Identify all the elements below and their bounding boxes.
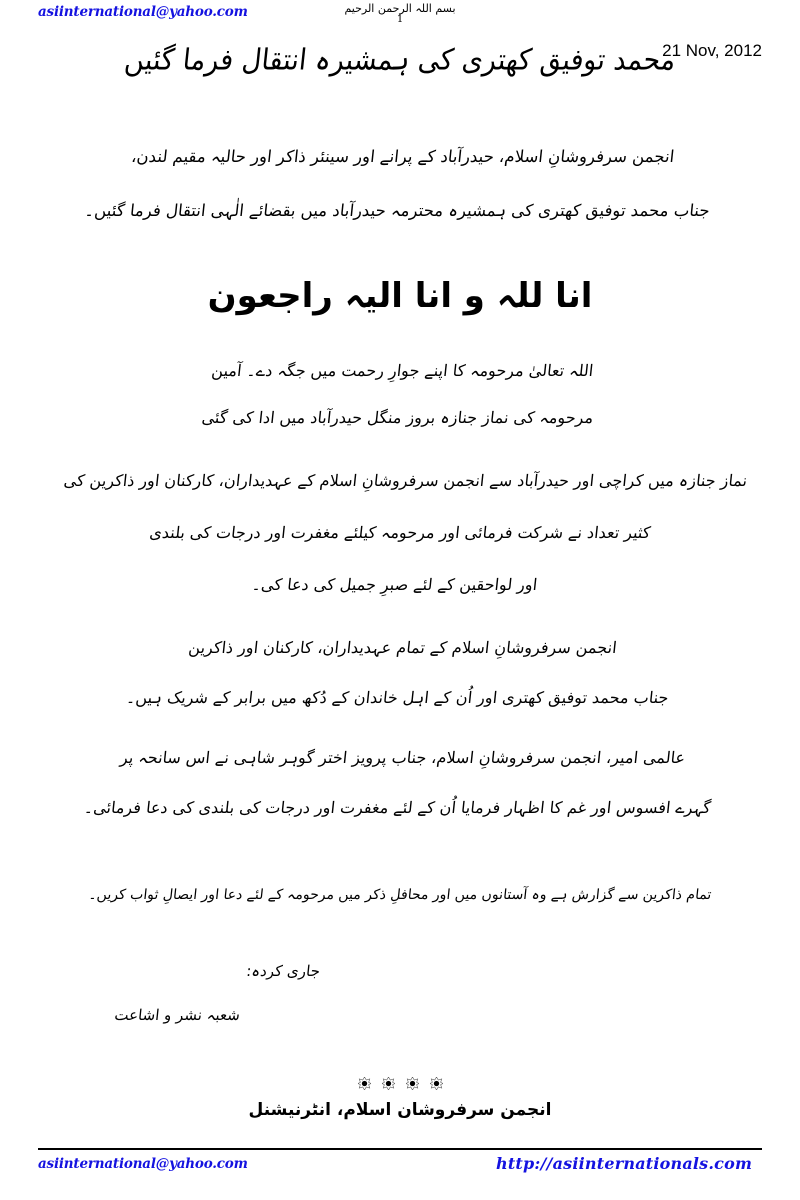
ameer-line-1: عالمی امیر، انجمن سرفروشانِ اسلام، جناب پرویز اختر گوہر شاہی نے اس سانحہ پر bbox=[119, 748, 687, 768]
footer-website-link[interactable]: http://asiinternationals.com bbox=[496, 1154, 753, 1173]
star-ornament-icon bbox=[430, 1077, 443, 1090]
dua-line-2: مرحومہ کی نماز جنازہ بروز منگل حیدرآباد میں ادا کی گئی bbox=[200, 408, 595, 428]
inna-lillahi-phrase: انا للہ و انا الیہ راجعون bbox=[207, 276, 593, 316]
star-ornament-icon bbox=[358, 1077, 371, 1090]
appeal-line-1: تمام ذاکرین سے گزارش ہے وہ آستانوں میں اور محافلِ ذکر میں مرحومہ کے لئے دعا اور ایصالِ ثواب کریں۔ bbox=[87, 887, 713, 904]
condolence-line-1: انجمن سرفروشانِ اسلام کے تمام عہدیداران، کارکنان اور ذاکرین bbox=[187, 638, 618, 658]
signature-block bbox=[0, 956, 800, 1030]
janaza-line-2: کثیر تعداد نے شرکت فرمائی اور مرحومہ کیلئے مغفرت اور درجات کی بلندی bbox=[148, 523, 652, 543]
paragraph-ameer-statement bbox=[0, 733, 800, 833]
issued-by-label: جاری کردہ: bbox=[245, 962, 321, 980]
paragraph-dua bbox=[0, 347, 800, 441]
condolence-line-2: جناب محمد توفیق کھتری اور اُن کے اہل خاندان کے دُکھ میں برابر کے شریک ہیں۔ bbox=[125, 688, 670, 708]
ornament-divider bbox=[0, 1077, 800, 1090]
janaza-line-1: نماز جنازہ میں کراچی اور حیدرآباد سے انجمن سرفروشانِ اسلام کے عہدیداران، کارکنان اور ذاکرین کی bbox=[62, 471, 749, 491]
paragraph-condolence bbox=[0, 623, 800, 723]
paragraph-appeal bbox=[0, 875, 800, 915]
issuing-department: شعبہ نشر و اشاعت bbox=[113, 1006, 241, 1024]
paragraph-intro bbox=[0, 130, 800, 238]
publication-date: 21 Nov, 2012 bbox=[662, 41, 762, 60]
dua-line-1: اللہ تعالیٰ مرحومہ کا اپنے جوارِ رحمت میں جگہ دے۔ آمین bbox=[210, 361, 595, 381]
intro-line-2: جناب محمد توفیق کھتری کی ہمشیرہ محترمہ حیدرآباد میں بقضائے الٰہی انتقال فرما گئیں۔ bbox=[83, 201, 711, 220]
page-footer bbox=[0, 1142, 800, 1200]
document-body bbox=[0, 126, 800, 915]
page-header bbox=[0, 0, 800, 118]
page-title: محمد توفیق کھتری کی ہمشیرہ انتقال فرما گئیں bbox=[122, 43, 678, 78]
ameer-line-2: گہرے افسوس اور غم کا اظہار فرمایا اُن کے لئے مغفرت اور درجات کی بلندی کی دعا فرمائی۔ bbox=[83, 798, 712, 818]
footer-email-link[interactable]: asiinternational@yahoo.com bbox=[38, 1156, 248, 1172]
paragraph-janaza bbox=[0, 455, 800, 611]
page-number: 1 bbox=[396, 14, 404, 25]
header-email-link[interactable]: asiinternational@yahoo.com bbox=[38, 4, 248, 20]
star-ornament-icon bbox=[406, 1077, 419, 1090]
star-ornament-icon bbox=[382, 1077, 395, 1090]
footer-divider bbox=[38, 1148, 762, 1150]
janaza-line-3: اور لواحقین کے لئے صبرِ جمیل کی دعا کی۔ bbox=[250, 575, 539, 595]
bismillah-text: بسم اللہ الرحمن الرحیم bbox=[344, 2, 456, 15]
intro-line-1: انجمن سرفروشانِ اسلام، حیدرآباد کے پرانے اور سینئر ذاکر اور حالیہ مقیم لندن، bbox=[130, 147, 676, 166]
organization-name: انجمن سرفروشان اسلام، انٹرنیشنل bbox=[248, 1100, 552, 1120]
